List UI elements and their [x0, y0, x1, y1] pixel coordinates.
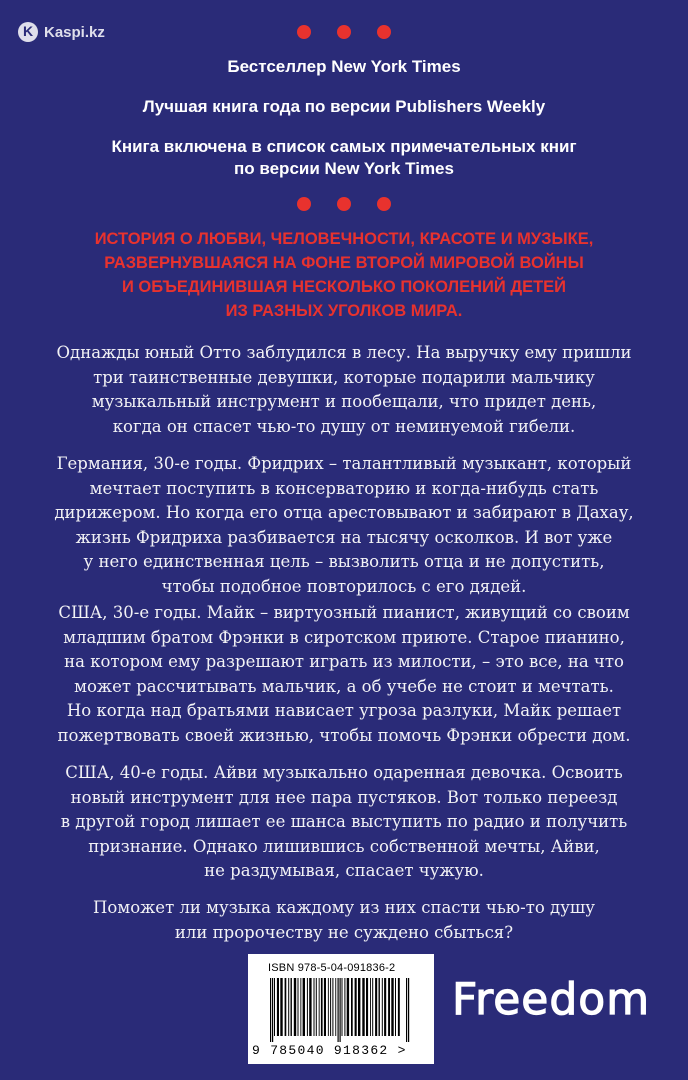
- barcode-panel: [248, 954, 434, 1064]
- paragraph-otto: [28, 341, 660, 439]
- barcode-bar: [362, 978, 364, 1036]
- barcode-bar: [370, 978, 371, 1036]
- decorative-dots-top: [0, 25, 688, 39]
- barcode-guard-bar: [338, 978, 339, 1042]
- paragraph-line: пожертвовать своей жизнью, чтобы помочь Фрэнки обрести дом.: [57, 725, 631, 745]
- barcode-bar: [307, 978, 308, 1036]
- award-publishers-weekly: Лучшая книга года по версии Publishers Weekly: [142, 97, 546, 116]
- decorative-dots-middle: [0, 197, 688, 211]
- barcode-guard-bar: [272, 978, 273, 1042]
- barcode-bar: [342, 978, 343, 1036]
- paragraph-line: в другой город лишает ее шанса выступить по радио и получить: [60, 812, 628, 831]
- paragraph-line: признание. Однако лишившись собственной мечты, Айви,: [88, 836, 600, 856]
- barcode-bar: [388, 978, 390, 1036]
- red-dot-icon: [297, 197, 311, 211]
- award-bestseller: Бестселлер New York Times: [227, 57, 461, 76]
- barcode-bar: [288, 978, 289, 1036]
- paragraph-line: не раздумывая, спасает чужую.: [204, 861, 484, 880]
- paragraph-line: Поможет ли музыка каждому из них спасти чью-то душу: [93, 898, 595, 917]
- barcode-bar: [300, 978, 301, 1036]
- paragraph-line: жизнь Фридриха разбивается на тысячу осколков. И вот уже: [75, 527, 613, 547]
- barcode-bar: [358, 978, 360, 1036]
- barcode-bar: [316, 978, 317, 1036]
- paragraph-line: дирижером. Но когда его отца арестовывают и забирают в Дахау,: [54, 503, 634, 522]
- barcode-bars-icon: [268, 978, 416, 1042]
- barcode-bar: [274, 978, 275, 1036]
- tagline-line: И ОБЪЕДИНИВШАЯ НЕСКОЛЬКО ПОКОЛЕНИЙ ДЕТЕЙ: [121, 278, 567, 296]
- barcode-bar: [355, 978, 357, 1036]
- award-notable-line-2: по версии New York Times: [234, 159, 454, 178]
- publisher-logo-text: Freedom: [452, 974, 651, 1025]
- barcode-bar: [351, 978, 353, 1036]
- paragraph-line: Но когда над братьями нависает угроза разлуки, Майк решает: [66, 701, 622, 720]
- barcode-guard-bar: [340, 978, 341, 1042]
- barcode-bar: [280, 978, 282, 1036]
- paragraph-line: когда он спасет чью-то душу от неминуемой гибели.: [112, 416, 576, 436]
- paragraph-friedrich: [28, 452, 660, 599]
- tagline: [40, 227, 648, 323]
- paragraph-question: [28, 896, 660, 945]
- paragraph-ivy: [28, 761, 660, 884]
- red-dot-icon: [337, 25, 351, 39]
- paragraph-line: может рассчитывать мальчик, а об учебе не стоит и мечтать.: [74, 676, 614, 696]
- barcode-bar: [347, 978, 349, 1036]
- barcode-bar: [332, 978, 333, 1036]
- ean-digits: 9 785040 918362 >: [252, 1043, 407, 1058]
- watermark-text: Kaspi.kz: [44, 23, 105, 41]
- tagline-line: ИСТОРИЯ О ЛЮБВИ, ЧЕЛОВЕЧНОСТИ, КРАСОТЕ И МУЗЫКЕ,: [94, 230, 594, 248]
- isbn-label: ISBN 978-5-04-091836-2: [268, 962, 396, 974]
- barcode-bar: [384, 978, 386, 1036]
- tagline-line: ИЗ РАЗНЫХ УГОЛКОВ МИРА.: [225, 302, 463, 320]
- paragraph-mike: [28, 601, 660, 748]
- paragraph-line: младшим братом Фрэнки в сиротском приюте. Старое пианино,: [63, 627, 625, 647]
- paragraph-line: США, 40-е годы. Айви музыкально одаренная девочка. Освоить: [65, 763, 623, 782]
- barcode-bar: [379, 978, 380, 1036]
- barcode-bar: [303, 978, 305, 1036]
- barcode-bar: [319, 978, 320, 1036]
- barcode-bar: [344, 978, 345, 1036]
- barcode-bar: [391, 978, 393, 1036]
- paragraph-line: Германия, 30-е годы. Фридрих – талантливый музыкант, который: [56, 454, 632, 473]
- award-notable-line-1: Книга включена в список самых примечательных книг: [111, 137, 577, 156]
- barcode-bar: [395, 978, 396, 1036]
- barcode-guard-bar: [408, 978, 409, 1042]
- barcode-guard-bar: [270, 978, 271, 1042]
- barcode-bar: [321, 978, 323, 1036]
- barcode-bar: [328, 978, 329, 1036]
- red-dot-icon: [297, 25, 311, 39]
- barcode-bar: [335, 978, 336, 1036]
- paragraph-line: чтобы подобное повторилось с его дядей.: [161, 576, 527, 596]
- paragraph-line: Однажды юный Отто заблудился в лесу. На выручку ему пришли: [56, 343, 632, 362]
- barcode-bar: [277, 978, 279, 1036]
- paragraph-line: три таинственные девушки, которые подарили мальчику: [93, 367, 595, 387]
- barcode-bar: [298, 978, 299, 1036]
- red-dot-icon: [377, 197, 391, 211]
- freedom-logo-icon: [448, 968, 651, 1038]
- barcode-guard-bar: [406, 978, 407, 1042]
- barcode-bar: [309, 978, 311, 1036]
- red-dot-icon: [377, 25, 391, 39]
- barcode-bar: [285, 978, 287, 1036]
- publisher-logo: [448, 968, 651, 1042]
- barcode-bar: [398, 978, 400, 1036]
- paragraph-line: у него единственная цель – вызволить отца и не допустить,: [83, 552, 605, 571]
- barcode-bar: [294, 978, 296, 1036]
- paragraph-line: США, 30-е годы. Майк – виртуозный пианист, живущий со своим: [58, 603, 630, 622]
- barcode-bar: [314, 978, 315, 1036]
- tagline-line: РАЗВЕРНУВШАЯСЯ НА ФОНЕ ВТОРОЙ МИРОВОЙ ВОЙНЫ: [104, 254, 584, 272]
- paragraph-line: или пророчеству не суждено сбыться?: [174, 922, 514, 942]
- barcode-bar: [372, 978, 373, 1036]
- barcode-bar: [375, 978, 377, 1036]
- paragraph-line: на котором ему разрешают играть из милости, – это все, на что: [64, 652, 624, 671]
- barcode-bar: [382, 978, 383, 1036]
- barcode-bar: [330, 978, 331, 1036]
- barcode-bar: [366, 978, 368, 1036]
- barcode-bar: [324, 978, 326, 1036]
- barcode-bar: [291, 978, 292, 1036]
- paragraph-line: музыкальный инструмент и пообещали, что придет день,: [91, 392, 597, 411]
- red-dot-icon: [337, 197, 351, 211]
- paragraph-line: мечтает поступить в консерваторию и когда-нибудь стать: [89, 478, 599, 498]
- paragraph-line: новый инструмент для нее пара пустяков. Вот только переезд: [70, 787, 618, 807]
